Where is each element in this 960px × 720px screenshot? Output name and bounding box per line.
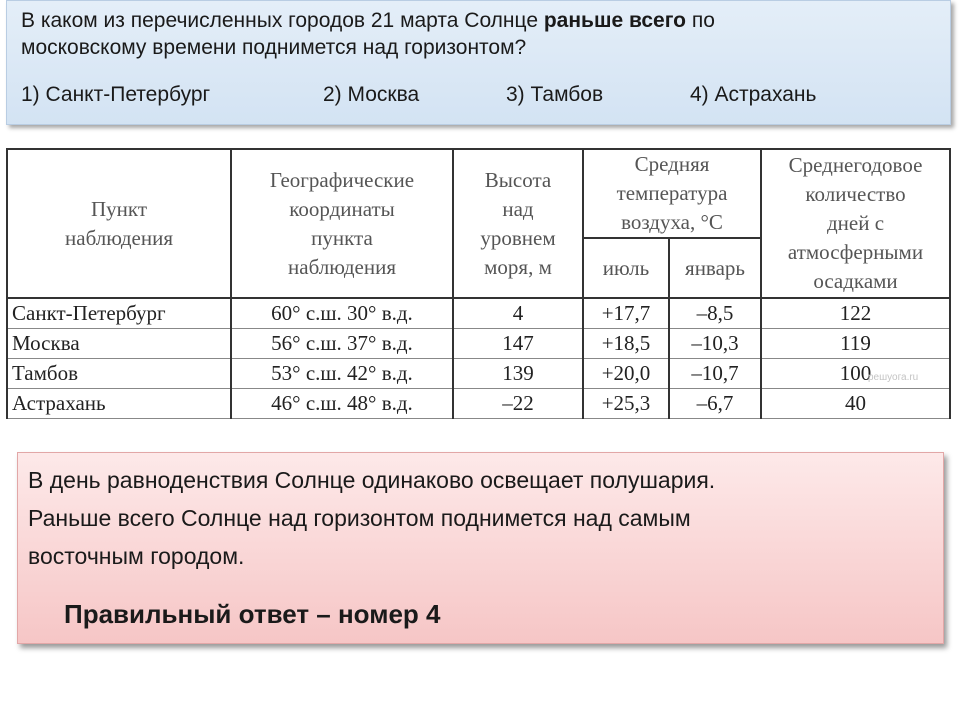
cities-table xyxy=(6,148,951,419)
cell-july: +18,5 xyxy=(583,329,669,359)
answer-line3: восточным городом. xyxy=(28,543,245,569)
option-1: 1) Санкт-Петербург xyxy=(21,83,211,106)
header-point: Пункт наблюдения xyxy=(7,149,231,298)
table-row xyxy=(7,389,950,419)
header-altitude: Высота над уровнем моря, м xyxy=(453,149,583,298)
cell-january: –10,7 xyxy=(669,359,761,389)
table-row xyxy=(7,298,950,329)
header-coords: Географические координаты пункта наблюдения xyxy=(231,149,453,298)
answer-panel xyxy=(17,452,944,644)
cell-coords: 56° с.ш. 37° в.д. xyxy=(231,329,453,359)
cell-altitude: 147 xyxy=(453,329,583,359)
question-line2: московскому времени поднимется над горизонтом? xyxy=(21,36,527,59)
cell-altitude: 139 xyxy=(453,359,583,389)
question-line1: В каком из перечисленных городов 21 марта Солнце раньше всего по xyxy=(21,9,715,32)
cell-altitude: –22 xyxy=(453,389,583,419)
option-3: 3) Тамбов xyxy=(506,83,604,106)
cell-july: +17,7 xyxy=(583,298,669,329)
cell-january: –6,7 xyxy=(669,389,761,419)
header-january: январь xyxy=(669,238,761,298)
question-emphasis: раньше всего xyxy=(543,9,687,32)
cell-july: +20,0 xyxy=(583,359,669,389)
cell-city: Москва xyxy=(7,329,231,359)
cell-coords: 46° с.ш. 48° в.д. xyxy=(231,389,453,419)
answer-options xyxy=(21,81,938,108)
cell-coords: 60° с.ш. 30° в.д. xyxy=(231,298,453,329)
cell-days: 100 xyxy=(761,359,950,389)
header-july: июль xyxy=(583,238,669,298)
cell-january: –10,3 xyxy=(669,329,761,359)
cell-days: 122 xyxy=(761,298,950,329)
cell-coords: 53° с.ш. 42° в.д. xyxy=(231,359,453,389)
cell-days: 119 xyxy=(761,329,950,359)
option-2: 2) Москва xyxy=(323,83,420,106)
correct-answer: Правильный ответ – номер 4 xyxy=(64,599,441,629)
cell-altitude: 4 xyxy=(453,298,583,329)
cell-july: +25,3 xyxy=(583,389,669,419)
cell-city: Санкт-Петербург xyxy=(7,298,231,329)
question-panel xyxy=(6,0,951,125)
cell-january: –8,5 xyxy=(669,298,761,329)
option-4: 4) Астрахань xyxy=(690,83,817,106)
cell-days: 40 xyxy=(761,389,950,419)
answer-line2: Раньше всего Солнце над горизонтом поднимется над самым xyxy=(28,505,691,531)
cell-city: Тамбов xyxy=(7,359,231,389)
header-temperature: Средняя температура воздуха, °С xyxy=(583,149,761,238)
header-precipitation: Среднегодовое количество дней с атмосферными осадками xyxy=(761,149,950,298)
table-row xyxy=(7,359,950,389)
cell-city: Астрахань xyxy=(7,389,231,419)
answer-line1: В день равноденствия Солнце одинаково освещает полушария. xyxy=(28,467,716,493)
table-row xyxy=(7,329,950,359)
watermark: решуога.ru xyxy=(868,372,919,383)
